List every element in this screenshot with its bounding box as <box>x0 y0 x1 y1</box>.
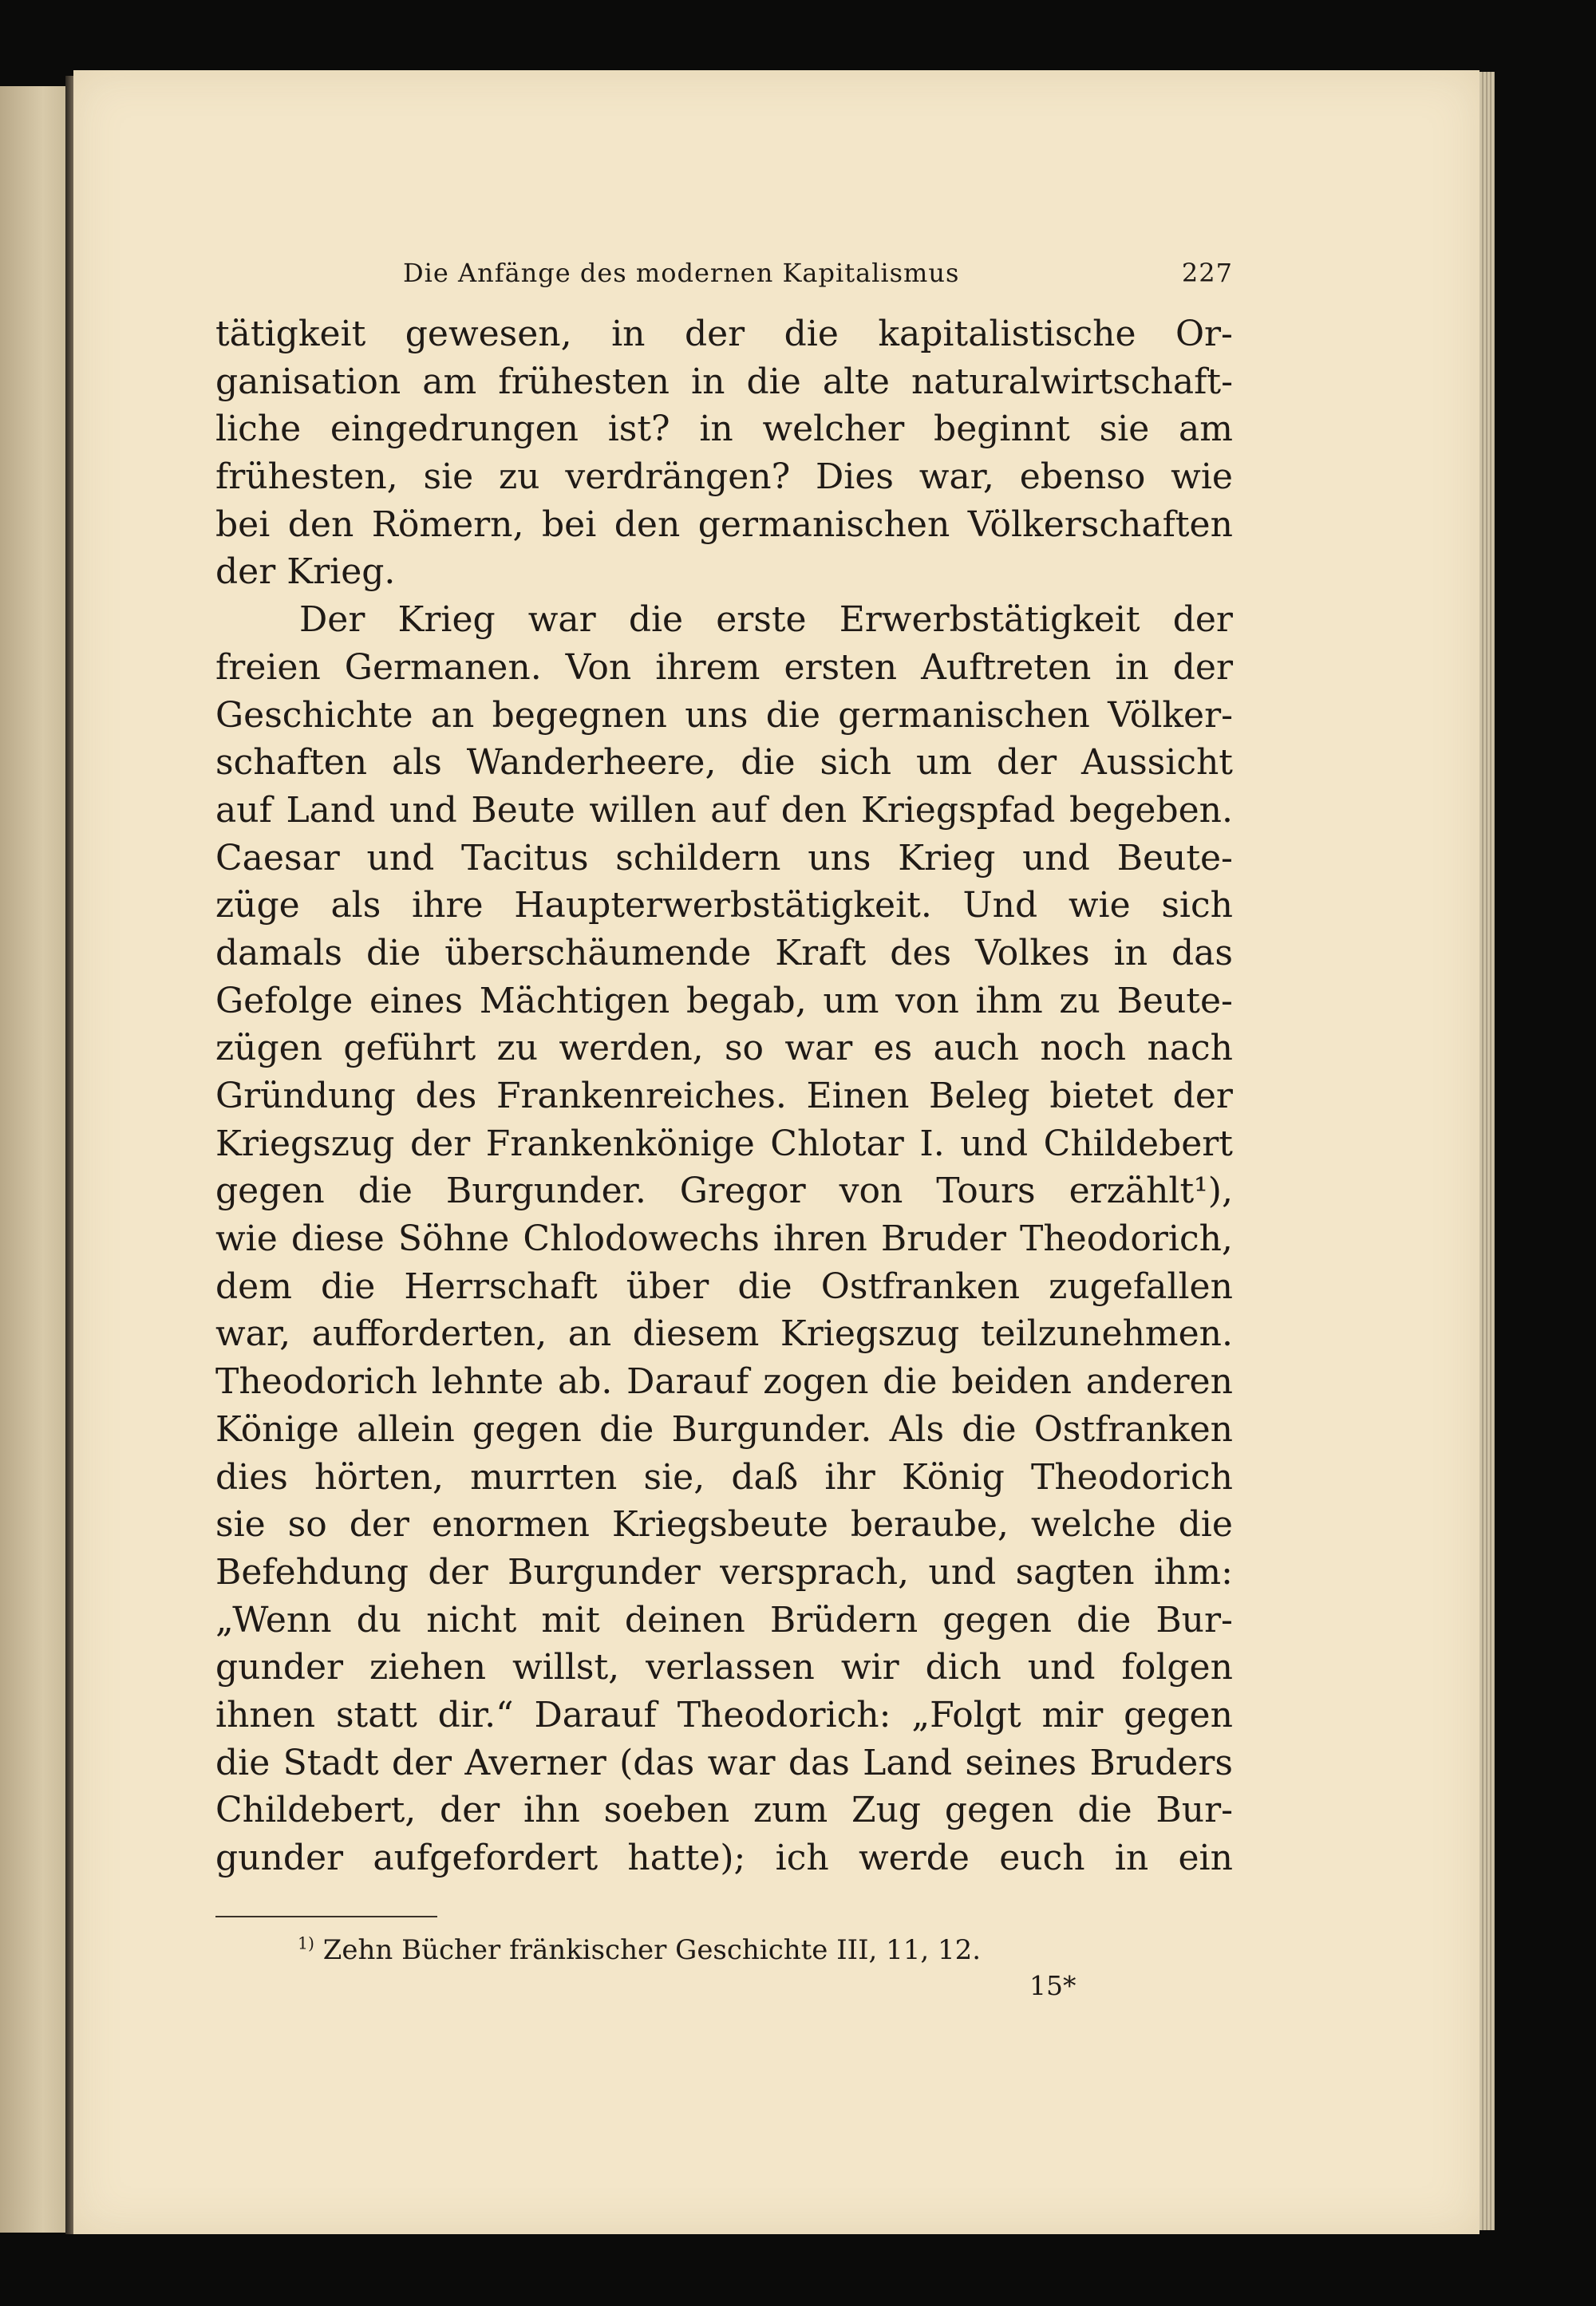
text-line <box>215 977 1233 1025</box>
text-line <box>215 644 1233 692</box>
word: Erwerbstätigkeit <box>839 599 1140 641</box>
word: Mächtigen <box>479 980 670 1021</box>
word: Beute <box>471 789 575 831</box>
word: König <box>902 1456 1005 1498</box>
word: und <box>928 1551 997 1593</box>
word: Gründung <box>215 1076 396 1116</box>
word: gegen <box>944 1790 1054 1831</box>
word: naturalwirtschaft- <box>911 361 1233 402</box>
text-line <box>215 692 1233 740</box>
word: Bruder <box>880 1218 1006 1260</box>
word: daß <box>731 1456 799 1498</box>
word: dies <box>215 1456 288 1498</box>
word: werde <box>858 1838 970 1878</box>
word: und <box>1022 837 1090 879</box>
word: Caesar <box>215 837 340 879</box>
word: auch <box>933 1028 1020 1069</box>
word: Darauf <box>626 1361 749 1403</box>
word: nach <box>1147 1028 1233 1069</box>
word: Krieg <box>397 599 496 641</box>
word: allein <box>357 1408 455 1450</box>
word: welche <box>1030 1504 1156 1546</box>
word: sie <box>423 456 474 498</box>
word: germanischen <box>697 503 950 545</box>
word: der <box>996 742 1057 784</box>
text-line <box>215 1120 1233 1168</box>
text-line <box>215 1644 1233 1692</box>
word: züge <box>215 885 300 926</box>
word: zu <box>499 456 540 498</box>
text-line <box>215 1787 1233 1834</box>
word: in <box>1115 646 1149 688</box>
word: über <box>626 1266 709 1307</box>
word: Tacitus <box>461 837 589 879</box>
word: Burgunder <box>507 1551 701 1593</box>
word: Beute- <box>1116 980 1233 1021</box>
word: zügen <box>215 1028 323 1069</box>
word: Gefolge <box>215 980 354 1021</box>
page-number: 227 <box>1181 258 1233 288</box>
word: Beleg <box>929 1076 1030 1116</box>
word: die <box>321 1266 376 1307</box>
word: murrten <box>470 1456 618 1498</box>
word: zogen <box>763 1361 869 1403</box>
text-line <box>215 739 1233 787</box>
text-line <box>215 1454 1233 1502</box>
text-line <box>215 882 1233 930</box>
word: alte <box>822 361 890 402</box>
word: uns <box>808 837 871 879</box>
running-head <box>215 258 1233 306</box>
word: war <box>707 1742 776 1783</box>
word: wie <box>1068 885 1131 926</box>
word: die <box>365 932 421 973</box>
word: Volkes <box>975 932 1090 973</box>
footnote-rule <box>215 1916 437 1917</box>
text-line <box>215 787 1233 835</box>
text-line <box>215 1358 1233 1406</box>
word: war <box>527 599 596 641</box>
word: Kriegszug <box>215 1123 395 1164</box>
word: die <box>1178 1504 1233 1546</box>
word: Gregor <box>679 1171 806 1212</box>
word: die <box>784 314 839 354</box>
word: aufgefordert <box>373 1838 598 1878</box>
word: Einen <box>806 1076 910 1116</box>
word: noch <box>1040 1028 1127 1069</box>
word: ist? <box>607 409 670 450</box>
word: ersten <box>784 646 898 688</box>
text-line <box>215 1406 1233 1454</box>
word: gegen <box>942 1599 1052 1641</box>
word: erste <box>716 599 807 641</box>
word: sie <box>1099 409 1150 450</box>
word: von <box>839 1171 903 1212</box>
word: kapitalistische <box>878 314 1136 354</box>
word: Stadt <box>282 1742 379 1783</box>
word: gegen <box>215 1171 325 1212</box>
word: so <box>724 1028 764 1069</box>
word: den <box>287 503 354 545</box>
word: I. <box>919 1123 945 1164</box>
text-line <box>215 1501 1233 1549</box>
text-line <box>215 1025 1233 1072</box>
word: gunder <box>215 1647 344 1688</box>
word: Childebert, <box>215 1790 417 1831</box>
word: war <box>784 1028 853 1069</box>
word: Herrschaft <box>404 1266 598 1307</box>
word: Frankenreiches. <box>496 1076 787 1116</box>
word: Als <box>889 1408 945 1450</box>
text-line <box>215 453 1233 501</box>
word: erzählt¹), <box>1069 1171 1233 1212</box>
word: war, <box>215 1313 291 1355</box>
word: in <box>611 314 646 354</box>
word: deinen <box>624 1599 745 1641</box>
word: bei <box>215 503 271 545</box>
word: das <box>788 1742 850 1783</box>
word: überschäumende <box>444 932 752 973</box>
word: werden, <box>559 1028 704 1069</box>
word: der <box>1172 599 1233 641</box>
text-line <box>215 1739 1233 1787</box>
text-line <box>215 1263 1233 1311</box>
text-line <box>215 835 1233 883</box>
word: Söhne <box>397 1218 510 1260</box>
word: und <box>389 789 457 831</box>
word: zugefallen <box>1049 1266 1233 1307</box>
word: eines <box>369 980 464 1021</box>
footnote <box>215 1933 1233 1967</box>
word: so <box>287 1504 327 1546</box>
word: die <box>1077 1599 1132 1641</box>
word: mir <box>1041 1694 1104 1735</box>
word: auf <box>215 789 272 831</box>
word: welcher <box>762 409 905 450</box>
word: Burgunder. <box>445 1171 646 1212</box>
word: seines <box>965 1742 1077 1783</box>
word: an <box>430 694 475 736</box>
word: Childebert <box>1043 1123 1233 1164</box>
word: Völkerschaften <box>967 503 1233 545</box>
word: Haupterwerbstätigkeit. <box>514 885 932 926</box>
word: den <box>614 503 681 545</box>
word: die <box>962 1408 1017 1450</box>
text-line <box>215 1549 1233 1597</box>
word: der Krieg. <box>215 551 396 593</box>
word: zu <box>496 1028 539 1069</box>
word: Bruders <box>1089 1742 1233 1783</box>
word: der <box>349 1504 409 1546</box>
word: Befehdung <box>215 1551 409 1593</box>
word: des <box>415 1076 477 1116</box>
word: ihm <box>975 980 1043 1021</box>
word: Ostfranken <box>820 1266 1021 1307</box>
word: die <box>883 1361 938 1403</box>
word: wie <box>1171 456 1233 498</box>
word: Von <box>565 646 632 688</box>
word: Kriegspfad <box>860 789 1056 831</box>
body-text <box>215 310 1233 1882</box>
word: des <box>890 932 952 973</box>
word: du <box>356 1599 402 1641</box>
word: Dies <box>816 456 894 498</box>
text-line <box>215 501 1233 549</box>
word: am <box>422 361 477 402</box>
word: versprach, <box>720 1551 910 1593</box>
word: Frankenkönige <box>485 1123 755 1164</box>
text-line <box>215 1310 1233 1358</box>
word: Könige <box>215 1408 339 1450</box>
word: um <box>823 980 879 1021</box>
word: ihr <box>824 1456 875 1498</box>
word: war, <box>918 456 994 498</box>
word: Burgunder. <box>671 1408 872 1450</box>
word: Tours <box>936 1171 1036 1212</box>
text-line <box>215 1215 1233 1263</box>
word: bietet <box>1049 1076 1154 1116</box>
word: aufforderten, <box>311 1313 547 1355</box>
word: (das <box>619 1742 695 1783</box>
word: begab, <box>685 980 807 1021</box>
word: in <box>1113 932 1148 973</box>
word: Chlotar <box>770 1123 904 1164</box>
word: diese <box>290 1218 385 1260</box>
word: das <box>1171 932 1233 973</box>
word: beginnt <box>934 409 1070 450</box>
word: anderen <box>1085 1361 1233 1403</box>
word: Völker- <box>1108 694 1233 736</box>
word: frühesten, <box>215 456 398 498</box>
word: wir <box>840 1647 899 1688</box>
word: der <box>1172 1076 1233 1116</box>
word: der <box>428 1551 488 1593</box>
word: die <box>598 1408 654 1450</box>
word: beiden <box>951 1361 1073 1403</box>
word: statt <box>335 1694 417 1735</box>
word: Wanderheere, <box>466 742 717 784</box>
word: gunder <box>215 1838 344 1878</box>
word: Bur- <box>1156 1790 1233 1831</box>
word: und <box>960 1123 1029 1164</box>
word: mit <box>541 1599 600 1641</box>
word: freien <box>215 646 321 688</box>
word: germanischen <box>838 694 1090 736</box>
word: zum <box>753 1790 828 1831</box>
word: „Wenn <box>215 1599 332 1641</box>
footnote-marker: 1) <box>298 1933 314 1953</box>
word: willst, <box>512 1647 620 1688</box>
word: sich <box>820 742 892 784</box>
word: den <box>780 789 847 831</box>
word: Kriegsbeute <box>611 1504 828 1546</box>
text-line <box>215 1167 1233 1215</box>
word: enormen <box>431 1504 590 1546</box>
word: nicht <box>426 1599 517 1641</box>
word: Krieg <box>898 837 996 879</box>
word: Land <box>863 1742 953 1783</box>
word: die <box>746 361 801 402</box>
word: hörten, <box>314 1456 444 1498</box>
word: die <box>628 599 684 641</box>
word: zu <box>1059 980 1100 1021</box>
word: Chlodowechs <box>523 1218 760 1260</box>
word: die <box>1077 1790 1132 1831</box>
word: Germanen. <box>344 646 542 688</box>
text-line <box>215 548 1233 596</box>
word: Kraft <box>775 932 867 973</box>
word: um <box>915 742 972 784</box>
word: am <box>1178 409 1233 450</box>
word: sagten <box>1015 1551 1135 1593</box>
word: frühesten <box>498 361 670 402</box>
word: Land <box>286 789 376 831</box>
word: der <box>440 1790 500 1831</box>
text-line <box>215 358 1233 406</box>
word: die <box>741 742 796 784</box>
word: Der <box>299 599 365 641</box>
word: Brüdern <box>769 1599 918 1641</box>
word: als <box>392 742 442 784</box>
word: lehnte <box>431 1361 544 1403</box>
word: ihnen <box>215 1694 316 1735</box>
word: damals <box>215 932 343 973</box>
text-line <box>215 310 1233 358</box>
word: in <box>691 361 725 402</box>
word: uns <box>685 694 749 736</box>
word: auf <box>710 789 768 831</box>
word: bei <box>541 503 597 545</box>
word: ab. <box>557 1361 613 1403</box>
word: folgen <box>1121 1647 1233 1688</box>
word: und <box>1027 1647 1096 1688</box>
word: Und <box>962 885 1038 926</box>
word: von <box>895 980 959 1021</box>
word: schildern <box>615 837 781 879</box>
word: euch <box>999 1838 1085 1878</box>
word: Bur- <box>1156 1599 1233 1641</box>
word: in <box>699 409 733 450</box>
word: Römern, <box>371 503 524 545</box>
word: Auftreten <box>921 646 1092 688</box>
word: sie, <box>643 1456 705 1498</box>
word: gegen <box>1124 1694 1233 1735</box>
text-line <box>215 1597 1233 1645</box>
word: Theodorich, <box>1019 1218 1233 1260</box>
word: dich <box>925 1647 1001 1688</box>
word: ihrem <box>655 646 760 688</box>
word: Theodorich <box>215 1361 417 1403</box>
text-line <box>215 1692 1233 1739</box>
text-line <box>215 596 1233 644</box>
word: ebenso <box>1019 456 1146 498</box>
word: der <box>684 314 745 354</box>
word: begeben. <box>1069 789 1233 831</box>
word: dem <box>215 1266 292 1307</box>
word: willen <box>589 789 697 831</box>
word: tätigkeit <box>215 314 366 354</box>
text-line <box>215 930 1233 977</box>
word: begegnen <box>492 694 667 736</box>
word: ihn <box>523 1790 580 1831</box>
text-line <box>215 1834 1233 1882</box>
word: verdrängen? <box>565 456 791 498</box>
left-page-edge <box>0 86 72 2233</box>
word: Averner <box>464 1742 606 1783</box>
word: eingedrungen <box>330 409 579 450</box>
word: teilzunehmen. <box>980 1313 1233 1355</box>
word: ihren <box>772 1218 867 1260</box>
word: der <box>410 1123 471 1164</box>
word: geführt <box>343 1028 476 1069</box>
word: ihm: <box>1153 1551 1233 1593</box>
word: dir.“ <box>437 1694 514 1735</box>
word: in <box>1114 1838 1149 1878</box>
text-line <box>215 405 1233 453</box>
word: die <box>765 694 821 736</box>
word: gegen <box>472 1408 582 1450</box>
word: und <box>366 837 435 879</box>
word: Aussicht <box>1080 742 1233 784</box>
word: „Folgt <box>911 1694 1021 1735</box>
word: liche <box>215 409 302 450</box>
word: diesem <box>632 1313 760 1355</box>
word: ganisation <box>215 361 401 402</box>
word: die <box>358 1171 413 1212</box>
word: der <box>1172 646 1233 688</box>
text-line <box>215 1072 1233 1120</box>
word: die <box>215 1742 271 1783</box>
word: schaften <box>215 742 368 784</box>
word: hatte); <box>627 1838 746 1878</box>
word: sie <box>215 1504 266 1546</box>
word: ein <box>1178 1838 1233 1878</box>
running-title: Die Anfänge des modernen Kapitalismus <box>403 258 960 288</box>
word: Darauf <box>534 1694 657 1735</box>
word: Geschichte <box>215 694 413 736</box>
word: wie <box>215 1218 278 1260</box>
word: verlassen <box>646 1647 815 1688</box>
word: es <box>873 1028 913 1069</box>
printer-signature: 15* <box>1029 1969 1077 2001</box>
word: Kriegszug <box>780 1313 960 1355</box>
word: gewesen, <box>405 314 572 354</box>
footnote-text: Zehn Bücher fränkischer Geschichte III, 11, 12. <box>322 1933 982 1966</box>
word: Beute- <box>1116 837 1233 879</box>
word: sich <box>1161 885 1233 926</box>
word: ich <box>775 1838 829 1878</box>
word: soeben <box>603 1790 730 1831</box>
word: Or- <box>1175 314 1233 354</box>
word: Ostfranken <box>1033 1408 1233 1450</box>
word: die <box>737 1266 792 1307</box>
word: ziehen <box>369 1647 487 1688</box>
word: Theodorich <box>1030 1456 1233 1498</box>
word: ihre <box>412 885 484 926</box>
word: an <box>567 1313 612 1355</box>
text-block <box>215 258 1233 2002</box>
word: als <box>330 885 381 926</box>
word: Theodorich: <box>677 1694 891 1735</box>
word: beraube, <box>850 1504 1009 1546</box>
word: Zug <box>851 1790 922 1831</box>
word: der <box>391 1742 452 1783</box>
